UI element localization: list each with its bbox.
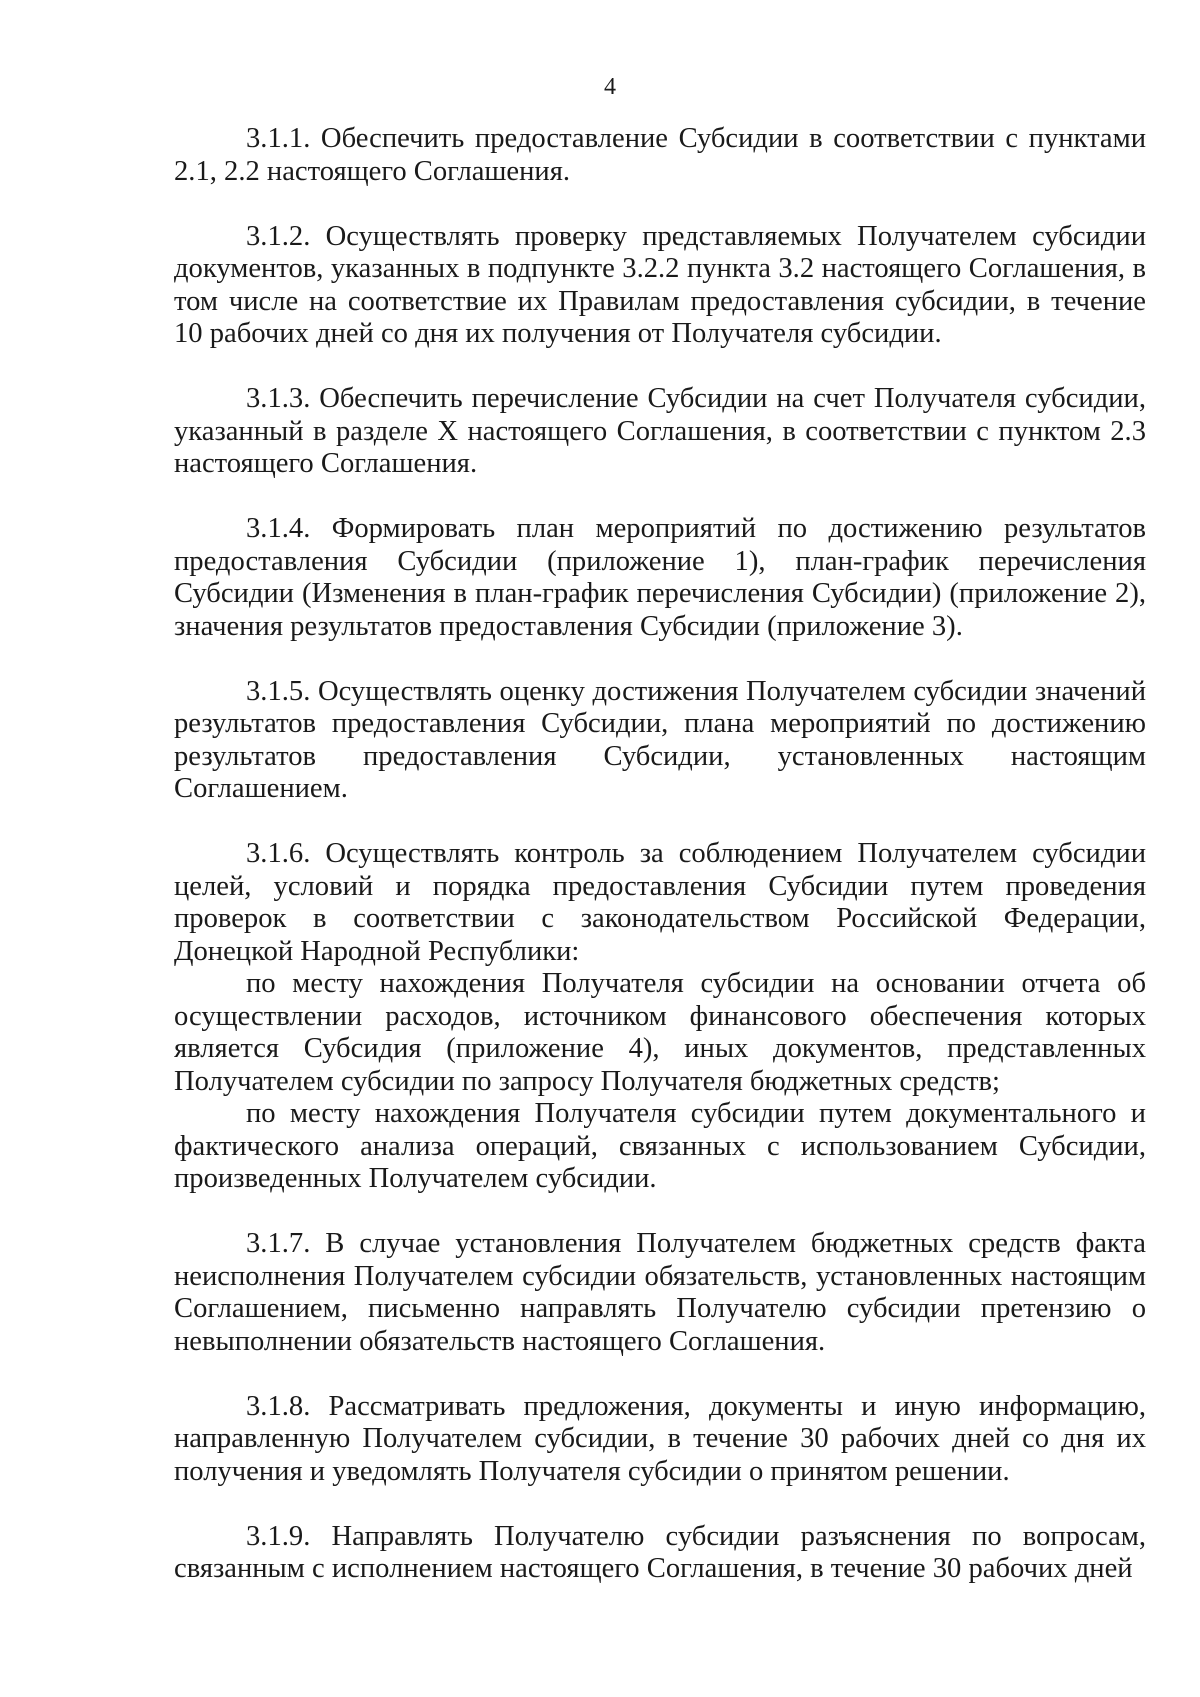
paragraph-3-1-8: 3.1.8. Рассматривать предложения, документы и иную информацию, направленную Получателем субсидии, в течение 30 рабочих дней со дня их получения и уведомлять Получателя субсидии о принятом решении. [174, 1390, 1146, 1487]
paragraph-3-1-7: 3.1.7. В случае установления Получателем бюджетных средств факта неисполнения Получателем субсидии обязательств, установленных настоящим Соглашением, письменно направлять Получателю субсидии претензию о невыполнении обязательств настоящего Соглашения. [174, 1228, 1146, 1357]
paragraph-3-1-6-item-1: по месту нахождения Получателя субсидии на основании отчета об осуществлении расходов, источником финансового обеспечения которых является Субсидия (приложение 4), иных документов, представленных Получателем субсидии по запросу Получателя бюджетных средств; [174, 968, 1146, 1097]
paragraph-3-1-5: 3.1.5. Осуществлять оценку достижения Получателем субсидии значений результатов предоставления Субсидии, плана мероприятий по достижению результатов предоставления Субсидии, установленных настоящим Соглашением. [174, 675, 1146, 804]
paragraph-3-1-3: 3.1.3. Обеспечить перечисление Субсидии на счет Получателя субсидии, указанный в разделе X настоящего Соглашения, в соответствии с пунктом 2.3 настоящего Соглашения. [174, 383, 1146, 479]
paragraph-3-1-1: 3.1.1. Обеспечить предоставление Субсидии в соответствии с пунктами 2.1, 2.2 настоящего Соглашения. [174, 123, 1146, 187]
paragraph-3-1-4: 3.1.4. Формировать план мероприятий по достижению результатов предоставления Субсидии (приложение 1), план-график перечисления Субсидии (Изменения в план-график перечисления Субсидии) (приложение 2), значения результатов предоставления Субсидии (приложение 3). [174, 513, 1146, 642]
paragraph-3-1-9: 3.1.9. Направлять Получателю субсидии разъяснения по вопросам, связанным с исполнением настоящего Соглашения, в течение 30 рабочих дней [174, 1520, 1146, 1584]
document-body [174, 123, 1146, 1586]
paragraph-3-1-2: 3.1.2. Осуществлять проверку представляемых Получателем субсидии документов, указанных в подпункте 3.2.2 пункта 3.2 настоящего Соглашения, в том числе на соответствие их Правилам предоставления субсидии, в течение 10 рабочих дней со дня их получения от Получателя субсидии. [174, 220, 1146, 349]
paragraph-3-1-6-item-2: по месту нахождения Получателя субсидии путем документального и фактического анализа операций, связанных с использованием Субсидии, произведенных Получателем субсидии. [174, 1098, 1146, 1194]
page-number: 4 [604, 74, 616, 100]
paragraph-3-1-6: 3.1.6. Осуществлять контроль за соблюдением Получателем субсидии целей, условий и порядка предоставления Субсидии путем проведения проверок в соответствии с законодательством Российской Федерации, Донецкой Народной Республики: [174, 838, 1146, 967]
